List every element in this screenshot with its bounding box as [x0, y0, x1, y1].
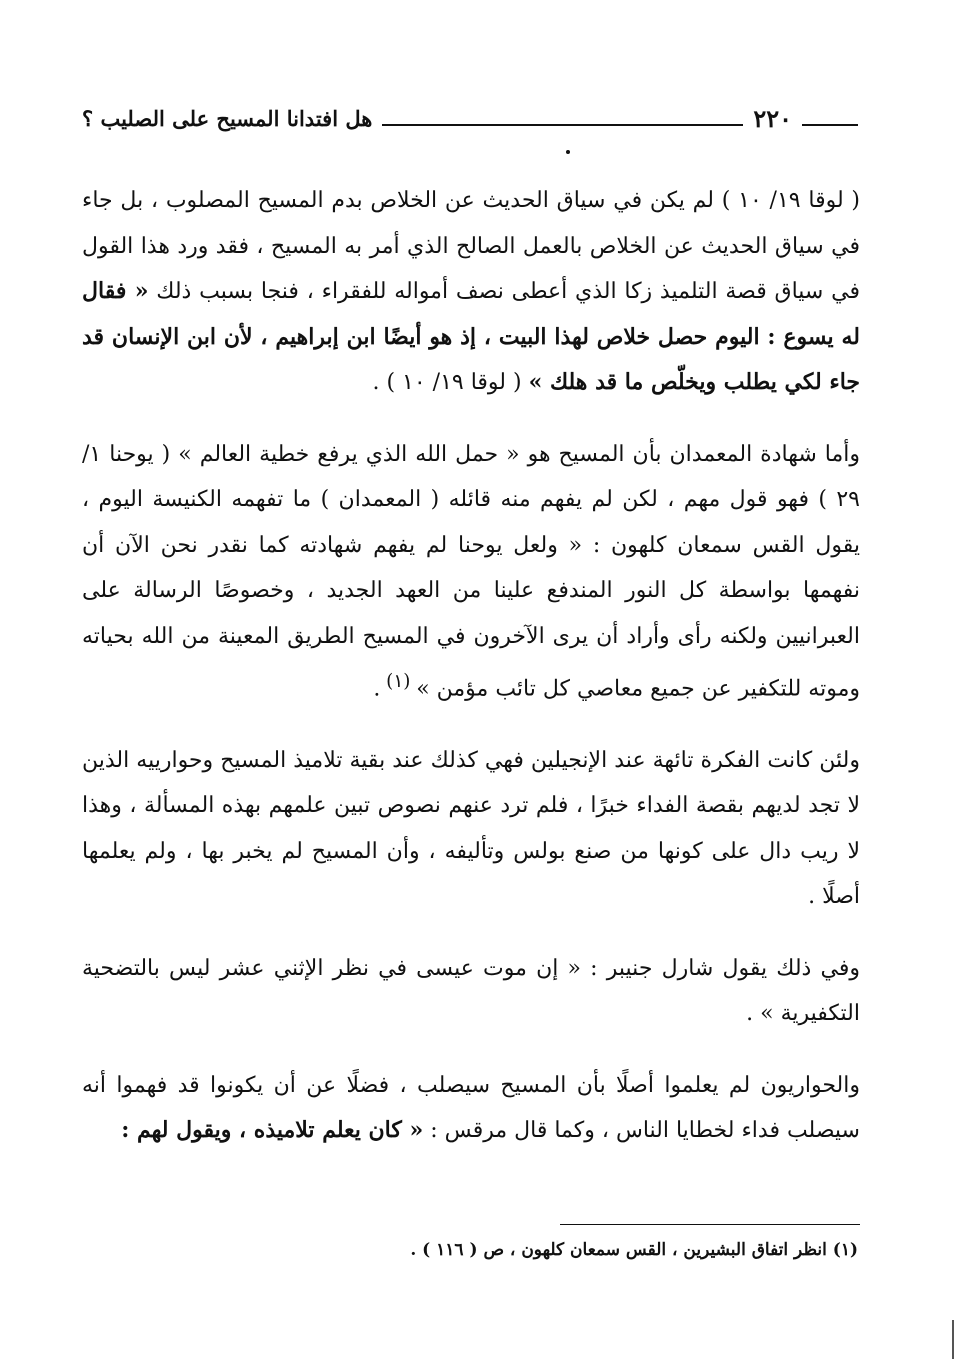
scan-edge-line [952, 1320, 954, 1359]
quote-run: « كان يعلم تلاميذه ، ويقول لهم : [121, 1117, 424, 1144]
paragraph-4 [82, 946, 860, 1037]
book-title: هل افتدانا المسيح على الصليب ؟ [82, 105, 373, 131]
text-run: ( لوقا ١٩/ ١٠ ) . [372, 370, 529, 395]
paragraph-2 [82, 432, 860, 712]
body-text [82, 178, 860, 1180]
text-run: وفي ذلك يقول شارل جنيبر : « إن موت عيسى في نظر الإثني عشر ليس بالتضحية التكفيرية » . [82, 955, 860, 1027]
paragraph-3 [82, 738, 860, 920]
text-run: ( لوقا ١٩/ ١٠ ) لم يكن في سياق الحديث عن الخلاص بدم المسيح المصلوب ، بل جاء في سياق الحديث عن الخلاص بالعمل الصالح الذي أمر به المسيح ، فقد ورد هذا القول في سياق قصة التلميذ زكا الذي أعطى نصف أمواله للفقراء ، فنجا بسبب ذلك [82, 188, 861, 304]
text-run: والحواريون لم يعلموا أصلًا بأن المسيح سيصلب ، فضلًا عن أن يكونوا قد فهموا أنه سيصلب فداء لخطايا الناس ، وكما قال مرقس : [82, 1072, 860, 1144]
footnote-marker: (١) [380, 671, 417, 692]
text-run: . [373, 676, 381, 702]
text-run: ولئن كانت الفكرة تائهة عند الإنجيلين فهي كذلك عند بقية تلاميذ المسيح وحوارييه الذين لا تجد لديهم بقصة الفداء خبرًا ، فلم ترد عنهم نصوص تبين علمهم بهذه المسألة ، وهذا لا ريب دال على كونها من صنع بولس وتأليفه ، وأن المسيح لم يخبر بها ، ولم يعلمها أصلًا . [82, 747, 860, 910]
text-run: وأما شهادة المعمدان بأن المسيح هو « حمل الله الذي يرفع خطية العالم » ( يوحنا ١/ ٢٩ ) فهو قول مهم ، لكن لم يفهم منه قائله ( المعمدان ) ما تفهمه الكنيسة اليوم ، يقول القس سمعان كلهون : « ولعل يوحنا لم يفهم شهادته كما نقدر نحن الآن أن نفهمها بواسطة كل النور المندفع علينا من العهد الجديد ، وخصوصًا الرسالة على العبرانيين ولكنه رأى وأراد أن يرى الآخرون في المسيح الطريق المعينة من الله بحياته وموته للتكفير عن جميع معاصي كل تائب مؤمن » [82, 441, 860, 702]
running-header [82, 100, 858, 136]
quote-run: « فقال له يسوع : اليوم حصل خلاص لهذا البيت ، إذ هو أيضًا ابن إبراهيم ، لأن ابن الإنسان قد جاء لكي يطلب ويخلّص ما قد هلك » [82, 278, 860, 395]
page-number: ٢٢٠ [753, 103, 792, 133]
paragraph-1 [82, 178, 860, 406]
footnote: (١) انظر اتفاق البشيرين ، القس سمعان كلهون ، ص ( ١١٦ ) . [410, 1240, 858, 1260]
speck [566, 150, 570, 154]
header-rule [382, 124, 743, 126]
header-dash [802, 124, 858, 126]
paragraph-5 [82, 1063, 860, 1154]
footnote-rule [560, 1224, 860, 1225]
